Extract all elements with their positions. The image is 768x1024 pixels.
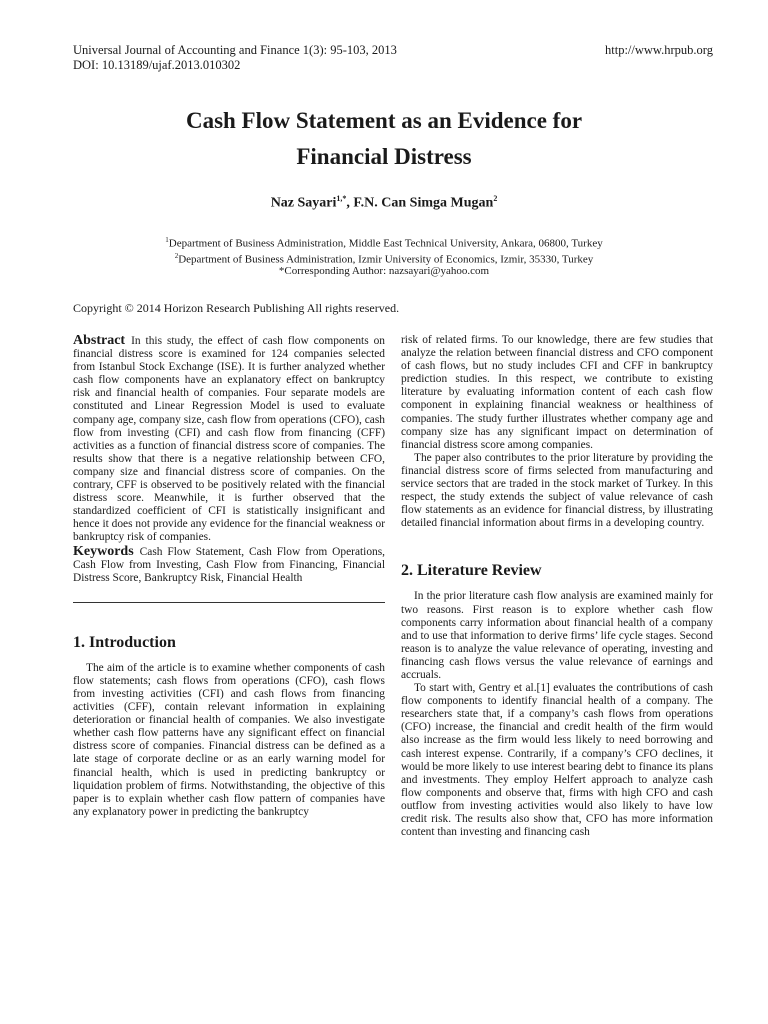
paper-title <box>0 103 768 175</box>
intro-contribution-paragraph: The paper also contributes to the prior literature by providing the financial distress score of firms selected from manufacturing and service sectors that are traded in the stock market of Turkey. In this respect, the study extends the subject of value relevance of cash flow statements as an evidence for financial distress, by illustrating detailed financial information about firms in a developing country. <box>401 451 713 530</box>
section-divider <box>73 602 385 603</box>
affiliation-2 <box>0 250 768 266</box>
author-list <box>0 194 768 212</box>
intro-continued-paragraph: risk of related firms. To our knowledge, there are few studies that analyze the relation between financial distress and CFO component of cash flows, but no study includes CFI and CFF in bankruptcy prediction studies. In this respect, we contribute to existing literature by evaluating information content of each cash flow component in explaining financial weakness or healthiness of companies. The study further illustrates whether company age and company size has any significant impact on determination of financial distress score among companies. <box>401 334 713 451</box>
affiliation-2-mark: 2 <box>174 251 179 260</box>
author-1-affil: 1,* <box>336 194 347 203</box>
abstract <box>73 334 385 545</box>
affiliation-1-text: Department of Business Administration, Middle East Technical University, Ankara, 06800, Turkey <box>168 237 603 250</box>
affiliation-1-mark: 1 <box>165 236 169 244</box>
keywords <box>73 545 385 585</box>
journal-url[interactable]: http://www.hrpub.org <box>605 43 713 57</box>
author-2: F.N. Can Simga Mugan <box>353 195 494 211</box>
abstract-label: Abstract <box>73 333 126 348</box>
journal-info <box>73 43 473 73</box>
literature-review-heading: 2. Literature Review <box>401 562 542 580</box>
keywords-label: Keywords <box>73 543 134 559</box>
introduction-heading: 1. Introduction <box>73 633 176 651</box>
author-separator: , <box>346 195 354 211</box>
affiliations <box>0 234 768 277</box>
title-line-1: Cash Flow Statement as an Evidence for <box>185 108 583 133</box>
introduction-text: The aim of the article is to examine whether components of cash flow statements; cash flows from operations (CFO), cash flows from investing activities (CFI) and cash flows from financing activities (CFF), contain relevant information in explaining deterioration or financial health of companies. We also investigate whether cash flow patterns have any significant effect on financial distress score of companies. Financial distress can be defined as a late stage of corporate decline or as an early warning model for financial health, which is used in predicting bankruptcy or liquidation problem of firms. Notwithstanding, the objective of this paper is to explain whether cash flow pattern of companies have any explanatory power in predicting the bankruptcy <box>73 661 385 818</box>
left-column <box>73 334 385 819</box>
doi[interactable]: DOI: 10.13189/ujaf.2013.010302 <box>73 58 241 72</box>
title-line-2: Financial Distress <box>296 144 472 169</box>
literature-review-paragraph-1: In the prior literature cash flow analysis are examined mainly for two reasons. First reason is to explore whether cash flow components carry information about financial health of a company and to use that information to derive firms’ life cycle stages. Second reason is to analyze the value relevance of operating, investing and financing cash flows versus the value relevance of earnings and accruals. <box>401 590 713 681</box>
corresponding-author: *Corresponding Author: nazsayari@yahoo.com <box>278 265 490 278</box>
journal-citation: Universal Journal of Accounting and Finance 1(3): 95-103, 2013 <box>73 43 397 57</box>
keywords-text: Cash Flow Statement, Cash Flow from Operations, Cash Flow from Investing, Cash Flow from Financing, Financial Distress Score, Bankruptcy Risk, Financial Health <box>73 545 385 584</box>
affiliation-1 <box>0 234 768 250</box>
right-column <box>401 334 713 839</box>
copyright: Copyright © 2014 Horizon Research Publishing All rights reserved. <box>73 301 400 315</box>
literature-review-paragraph-2: To start with, Gentry et al.[1] evaluates the contributions of cash flow components to identify financial health of a company. The researchers state that, if a company’s cash flows from operations (CFO) increase, the financial and credit health of the firm would also increase as the firm would less likely to need borrowing and cash interest expense. Contrarily, if a company’s CFO declines, it would be more likely to use interest bearing debt to finance its plans and investments. They employ Helfert approach to analyze cash flow components and observe that, firms with high CFO and cash outflow from investing activities would also likely to have low credit risk. The results also show that, CFO has more information content than investing and financing cash <box>401 682 713 839</box>
affiliation-2-text: Department of Business Administration, Izmir University of Economics, Izmir, 35330, Turkey <box>178 253 594 266</box>
abstract-text: In this study, the effect of cash flow components on financial distress score is examined for 124 companies selected from Istanbul Stock Exchange (ISE). It is further analyzed whether cash flow components have an explanatory effect on bankruptcy risk and financial health of companies. Four separate models are constituted and Linear Regression Model is used to evaluate company age, company size, cash flow from operations (CFO), cash flow from investing (CFI) and cash flow from financing (CFF) activities as a function of financial distress score of companies. The results show that there is a negative relationship between CFO, company size and financial distress score of companies. On the contrary, CFF is observed to be positively related with the financial distress score. Meanwhile, it is further observed that the standardized coefficient of CFI is statistically insignificant and hence it does not provide any evidence for the financial weakness or bankruptcy risk of companies. <box>73 335 385 544</box>
author-1: Naz Sayari <box>270 195 337 211</box>
author-2-affil: 2 <box>493 194 498 203</box>
